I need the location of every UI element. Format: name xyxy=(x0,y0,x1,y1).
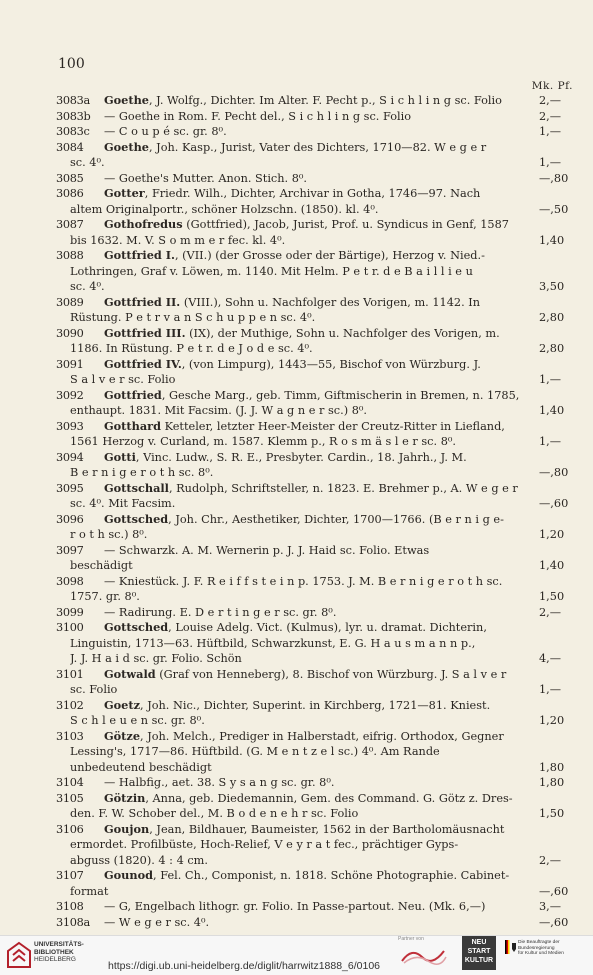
entry-number: 3102 xyxy=(56,698,84,712)
federal-eagle-icon xyxy=(505,940,517,954)
catalog-entry xyxy=(56,543,581,574)
entry-text-line: J. J. H a i d sc. gr. Folio. Schön xyxy=(70,652,242,665)
entry-text-line: beschädigt xyxy=(70,559,133,572)
entry-text-line: Gotti, Vinc. Ludw., S. R. E., Presbyter. Cardin., 18. Jahrh., J. M. xyxy=(104,449,467,464)
catalog-entry xyxy=(56,791,581,822)
price-column-header: Mk. Pf. xyxy=(531,80,573,92)
catalog-entry xyxy=(56,171,581,187)
document-url-link[interactable]: https://digi.ub.uni-heidelberg.de/diglit/harrwitz1888_6/0106 xyxy=(108,960,381,972)
entry-text-line: Linguistin, 1713—63. Hüftbild, Schwarzkunst, E. G. H a u s m a n n p., xyxy=(70,636,476,650)
entry-text-line: format xyxy=(70,884,109,898)
entry-price: 4,— xyxy=(539,652,562,665)
entry-price: 1,— xyxy=(539,156,562,169)
catalog-entry xyxy=(56,729,581,776)
page-number: 100 xyxy=(58,56,85,72)
entry-price: 2,80 xyxy=(539,311,565,324)
entry-price: 1,— xyxy=(539,683,562,696)
catalog-entries xyxy=(56,93,581,930)
entry-price: 3,— xyxy=(539,900,562,913)
entry-price: 1,— xyxy=(539,435,562,448)
entry-price: —,60 xyxy=(539,915,569,929)
catalog-entry xyxy=(56,605,581,621)
entry-price: 1,40 xyxy=(539,559,565,572)
entry-number: 3083c xyxy=(56,125,90,138)
entry-number: 3083a xyxy=(56,94,90,107)
catalog-entry xyxy=(56,109,581,125)
entry-text-line: — Kniestück. J. F. R e i f f s t e i n p. 1753. J. M. B e r n i g e r o t h sc. xyxy=(104,574,503,588)
entry-text-line: Gottfried IV., (von Limpurg), 1443—55, Bischof von Würzburg. J. xyxy=(104,356,481,371)
catalog-entry xyxy=(56,450,581,481)
entry-number: 3092 xyxy=(56,388,84,402)
entry-price: 2,— xyxy=(539,109,562,123)
entry-number: 3085 xyxy=(56,171,84,185)
entry-number: 3083b xyxy=(56,109,91,123)
entry-text-line: den. F. W. Schober del., M. B o d e n e h r sc. Folio xyxy=(70,807,359,820)
entry-text-line: — Halbfig., aet. 38. S y s a n g sc. gr. 8⁰. xyxy=(104,776,335,789)
entry-text-line: Gottfried, Gesche Marg., geb. Timm, Giftmischerin in Bremen, n. 1785, xyxy=(104,387,520,402)
catalog-entry xyxy=(56,512,581,543)
entry-price: —,60 xyxy=(539,884,569,898)
entry-price: 3,50 xyxy=(539,280,565,293)
entry-text-line: 1186. In Rüstung. P e t r. d e J o d e sc. 4⁰. xyxy=(70,342,313,355)
entry-number: 3098 xyxy=(56,574,84,588)
entry-text-line: Gotter, Friedr. Wilh., Dichter, Archivar in Gotha, 1746—97. Nach xyxy=(104,186,481,200)
entry-number: 3087 xyxy=(56,218,84,231)
entry-text-line: Lessing's, 1717—86. Hüftbild. (G. M e n t z e l sc.) 4⁰. Am Rande xyxy=(70,745,440,758)
entry-text-line: Gottschall, Rudolph, Schriftsteller, n. 1823. E. Brehmer p., A. W e g e r xyxy=(104,480,518,495)
entry-number: 3088 xyxy=(56,249,84,262)
entry-text-line: Rüstung. P e t r v a n S c h u p p e n sc. 4⁰. xyxy=(70,311,316,324)
catalog-entry xyxy=(56,899,581,915)
entry-text-line: bis 1632. M. V. S o m m e r fec. kl. 4⁰. xyxy=(70,233,286,247)
entry-text-line: sc. 4⁰. Mit Facsim. xyxy=(70,497,176,510)
university-library-name: UNIVERSITÄTS- BIBLIOTHEK HEIDELBERG xyxy=(34,941,84,963)
entry-price: —,60 xyxy=(539,497,569,510)
entry-number: 3099 xyxy=(56,605,84,619)
entry-text-line: Gottsched, Louise Adelg. Vict. (Kulmus), lyr. u. dramat. Dichterin, xyxy=(104,620,487,634)
catalog-entry xyxy=(56,388,581,419)
catalog-entry xyxy=(56,419,581,450)
catalog-entry xyxy=(56,248,581,295)
catalog-entry xyxy=(56,326,581,357)
entry-number: 3094 xyxy=(56,450,84,464)
catalog-entry xyxy=(56,620,581,667)
entry-text-line: altem Originalportr., schöner Holzschn. (1850). kl. 4⁰. xyxy=(70,202,379,216)
entry-text-line: S a l v e r sc. Folio xyxy=(70,373,176,386)
entry-number: 3108 xyxy=(56,900,84,913)
entry-text-line: Goetz, Joh. Nic., Dichter, Superint. in Kirchberg, 1721—81. Kniest. xyxy=(104,697,491,712)
entry-number: 3089 xyxy=(56,295,84,309)
entry-number: 3084 xyxy=(56,140,84,154)
entry-number: 3107 xyxy=(56,869,84,882)
entry-price: 2,— xyxy=(539,853,562,867)
entry-text-line: Gothofredus (Gottfried), Jacob, Jurist, Prof. u. Syndicus in Genf, 1587 xyxy=(104,217,509,231)
entry-text-line: — Radirung. E. D e r t i n g e r sc. gr. 8⁰. xyxy=(104,605,337,619)
catalog-entry xyxy=(56,698,581,729)
entry-number: 3097 xyxy=(56,543,84,557)
entry-price: 2,— xyxy=(539,94,562,107)
entry-text-line: Gotthard Ketteler, letzter Heer-Meister der Creutz-Ritter in Liefland, xyxy=(104,418,505,433)
entry-price: 1,80 xyxy=(539,776,565,789)
entry-text-line: Goethe, J. Wolfg., Dichter. Im Alter. F. Pecht p., S i c h l i n g sc. Folio xyxy=(104,93,502,107)
entry-text-line: Goujon, Jean, Bildhauer, Baumeister, 1562 in der Bartholomäusnacht xyxy=(104,821,505,836)
entry-text-line: Gottfried I., (VII.) (der Grosse oder der Bärtige), Herzog v. Nied.- xyxy=(104,248,485,262)
catalog-entry xyxy=(56,357,581,388)
entry-text-line: 1561 Herzog v. Curland, m. 1587. Klemm p., R o s m ä s l e r sc. 8⁰. xyxy=(70,435,456,448)
entry-text-line: ermordet. Profilbüste, Hoch-Relief, V e y r a t fec., prächtiger Gyps- xyxy=(70,838,459,851)
entry-price: —,80 xyxy=(539,466,569,479)
catalog-entry xyxy=(56,915,581,931)
catalog-entry xyxy=(56,140,581,171)
entry-number: 3090 xyxy=(56,326,84,340)
entry-text-line: Gounod, Fel. Ch., Componist, n. 1818. Schöne Photographie. Cabinet- xyxy=(104,868,510,882)
catalog-entry xyxy=(56,868,581,899)
entry-text-line: sc. 4⁰. xyxy=(70,280,105,293)
catalog-entry xyxy=(56,822,581,869)
entry-number: 3100 xyxy=(56,621,84,634)
entry-price: 1,— xyxy=(539,373,562,386)
entry-number: 3103 xyxy=(56,729,84,743)
entry-text-line: unbedeutend beschädigt xyxy=(70,760,212,774)
entry-text-line: Götze, Joh. Melch., Prediger in Halberstadt, eifrig. Orthodox, Gegner xyxy=(104,728,504,743)
entry-price: 1,40 xyxy=(539,404,565,417)
entry-text-line: Goethe, Joh. Kasp., Jurist, Vater des Dichters, 1710—82. W e g e r xyxy=(104,139,487,154)
entry-text-line: Gottfried III. (IX), der Muthige, Sohn u. Nachfolger des Vorigen, m. xyxy=(104,325,500,340)
entry-number: 3095 xyxy=(56,481,84,495)
entry-number: 3108a xyxy=(56,915,90,929)
entry-text-line: — Schwarzk. A. M. Wernerin p. J. J. Haid sc. Folio. Etwas xyxy=(104,543,430,557)
entry-number: 3091 xyxy=(56,357,84,371)
entry-number: 3086 xyxy=(56,187,84,200)
entry-price: 2,— xyxy=(539,605,562,619)
catalog-entry xyxy=(56,667,581,698)
entry-number: 3105 xyxy=(56,791,84,805)
bkm-label: Die Beauftragte der Bundesregierung für Kultur und Medien xyxy=(518,940,564,957)
entry-text-line: B e r n i g e r o t h sc. 8⁰. xyxy=(70,466,214,479)
entry-text-line: Gottfried II. (VIII.), Sohn u. Nachfolger des Vorigen, m. 1142. In xyxy=(104,294,481,309)
entry-text-line: Gotwald (Graf von Henneberg), 8. Bischof von Würzburg. J. S a l v e r xyxy=(104,666,507,681)
entry-price: 1,40 xyxy=(539,233,565,247)
catalog-entry xyxy=(56,186,581,217)
entry-text-line: enthaupt. 1831. Mit Facsim. (J. J. W a g n e r sc.) 8⁰. xyxy=(70,404,368,417)
entry-price: 1,20 xyxy=(539,714,565,727)
entry-text-line: sc. 4⁰. xyxy=(70,156,105,169)
entry-price: 1,50 xyxy=(539,807,565,820)
entry-price: —,80 xyxy=(539,171,569,185)
entry-text-line: r o t h sc.) 8⁰. xyxy=(70,528,148,541)
entry-number: 3093 xyxy=(56,419,84,433)
entry-price: 1,— xyxy=(539,125,562,138)
catalog-entry xyxy=(56,217,581,248)
entry-text-line: Lothringen, Graf v. Löwen, m. 1140. Mit Helm. P e t r. d e B a i l l i e u xyxy=(70,264,473,278)
entry-text-line: abguss (1820). 4 : 4 cm. xyxy=(70,853,208,867)
entry-price: —,50 xyxy=(539,202,569,216)
entry-text-line: — G, Engelbach lithogr. gr. Folio. In Passe-partout. Neu. (Mk. 6,—) xyxy=(104,900,486,913)
entry-price: 1,50 xyxy=(539,590,565,603)
entry-text-line: — C o u p é sc. gr. 8⁰. xyxy=(104,125,227,138)
entry-text-line: — Goethe in Rom. F. Pecht del., S i c h l i n g sc. Folio xyxy=(104,109,412,123)
entry-text-line: sc. Folio xyxy=(70,683,118,696)
catalog-entry xyxy=(56,775,581,791)
partner-label: Partner von xyxy=(398,936,424,942)
entry-number: 3104 xyxy=(56,776,84,789)
university-seal-icon xyxy=(6,941,32,969)
neustart-kultur-logo: NEU START KULTUR xyxy=(462,936,496,970)
catalog-entry xyxy=(56,481,581,512)
entry-number: 3106 xyxy=(56,822,84,836)
entry-price: 1,20 xyxy=(539,528,565,541)
entry-text-line: — W e g e r sc. 4⁰. xyxy=(104,915,210,929)
entry-price: 2,80 xyxy=(539,342,565,355)
catalog-entry xyxy=(56,93,581,109)
entry-text-line: Götzin, Anna, geb. Diedemannin, Gem. des Command. G. Götz z. Dres- xyxy=(104,790,513,805)
entry-text-line: — Goethe's Mutter. Anon. Stich. 8⁰. xyxy=(104,171,308,185)
partner-logo-icon xyxy=(398,943,450,967)
entry-price: 1,80 xyxy=(539,760,565,774)
catalog-entry xyxy=(56,124,581,140)
catalog-entry xyxy=(56,295,581,326)
entry-number: 3096 xyxy=(56,512,84,526)
entry-text-line: Gottsched, Joh. Chr., Aesthetiker, Dichter, 1700—1766. (B e r n i g e- xyxy=(104,511,504,526)
entry-number: 3101 xyxy=(56,667,84,681)
catalog-entry xyxy=(56,574,581,605)
entry-text-line: S c h l e u e n sc. gr. 8⁰. xyxy=(70,714,205,727)
entry-text-line: 1757. gr. 8⁰. xyxy=(70,590,140,603)
